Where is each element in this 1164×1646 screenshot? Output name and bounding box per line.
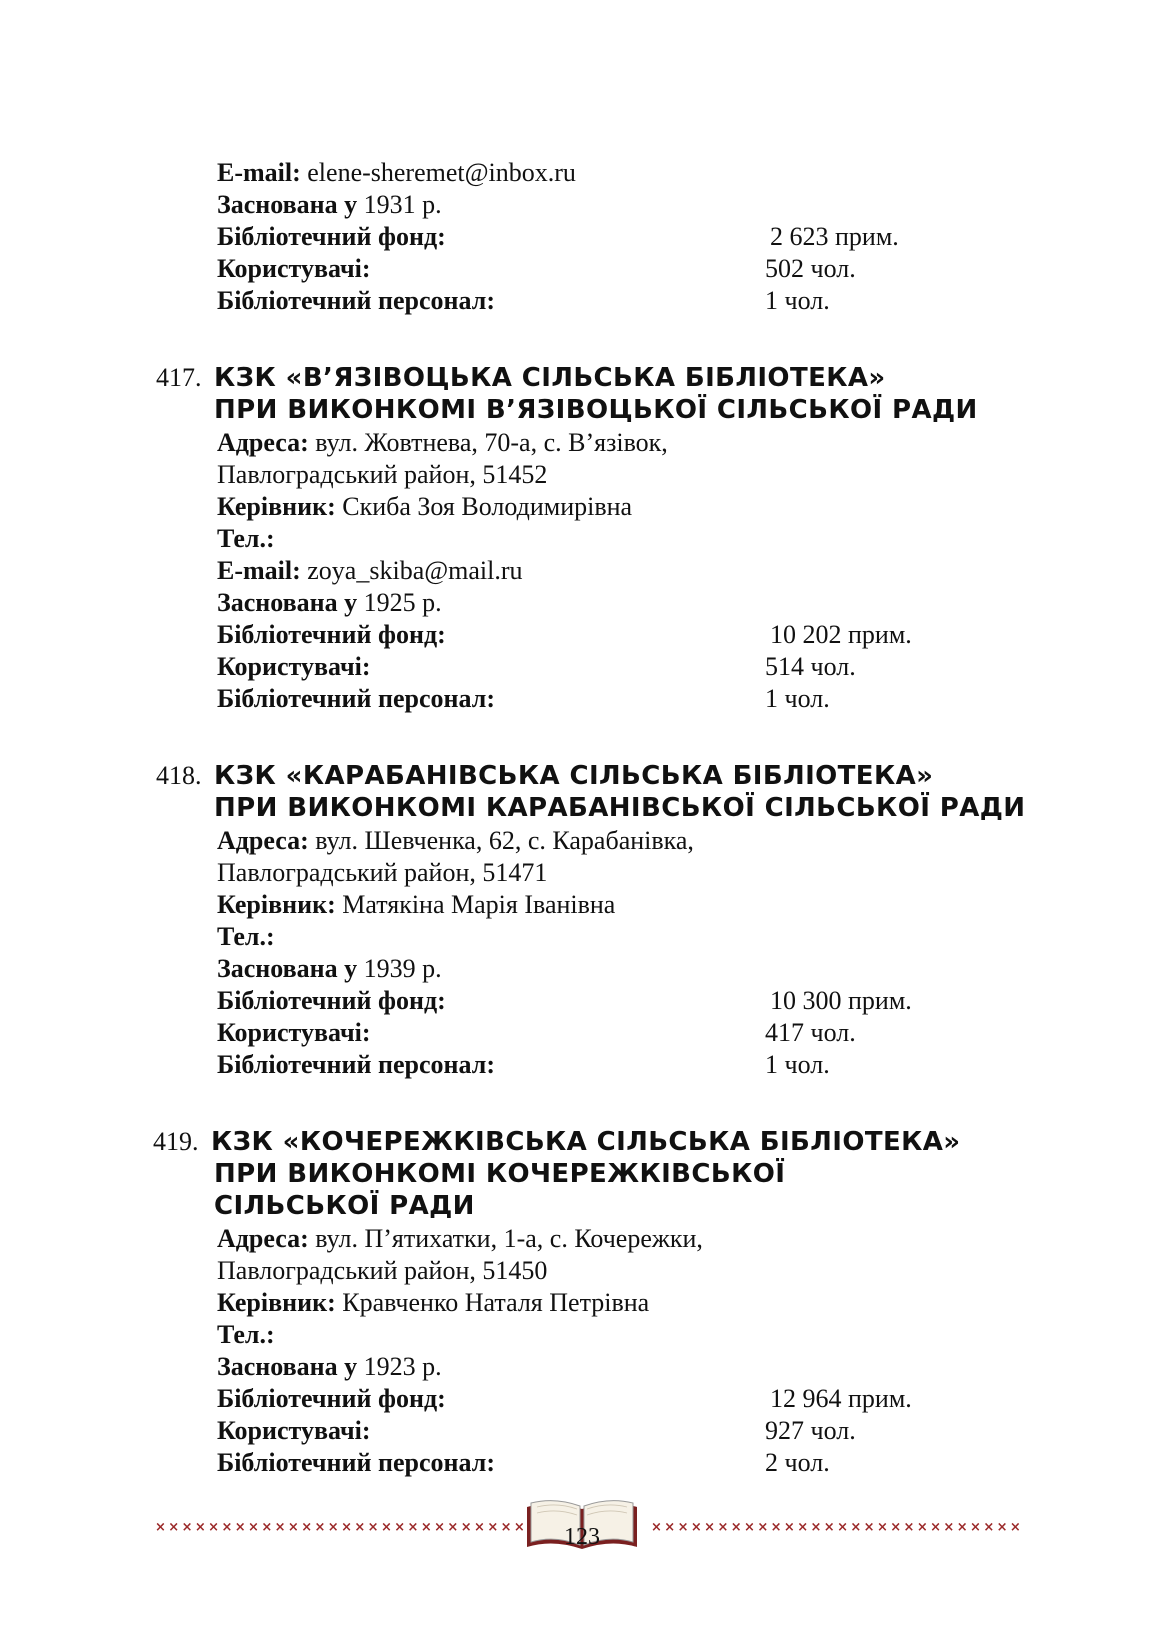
footer-ornament-right: ×××××××××××××××××××××××××××× xyxy=(651,1520,1024,1535)
head-row xyxy=(217,889,615,921)
users-label: Користувачі: xyxy=(217,254,371,283)
users-row xyxy=(217,1017,1017,1049)
page-number: 123 xyxy=(564,1524,600,1550)
head-row xyxy=(217,1287,649,1319)
users-row xyxy=(217,651,1017,683)
entry-title-line-1: КЗК «КАРАБАНІВСЬКА СІЛЬСЬКА БІБЛІОТЕКА» xyxy=(214,761,934,791)
fund-label: Бібліотечний фонд: xyxy=(217,986,446,1015)
users-value: 927 чол. xyxy=(765,1416,856,1445)
tel-label: Тел.: xyxy=(217,1320,275,1349)
head-label: Керівник: xyxy=(217,1288,336,1317)
fund-row xyxy=(217,1383,1017,1415)
tel-row xyxy=(217,523,275,555)
head-value: Кравченко Наталя Петрівна xyxy=(342,1288,650,1317)
address-label: Адреса: xyxy=(217,428,309,457)
entry-title-line-2: ПРИ ВИКОНКОМІ В’ЯЗІВОЦЬКОЇ СІЛЬСЬКОЇ РАДИ xyxy=(214,395,978,425)
founded-row xyxy=(217,953,442,985)
address-value: вул. П’ятихатки, 1-а, с. Кочережки, xyxy=(315,1224,703,1253)
staff-row xyxy=(217,1447,1017,1479)
founded-value: 1931 р. xyxy=(363,190,442,219)
email-value: zoya_skiba@mail.ru xyxy=(307,556,523,585)
tel-row xyxy=(217,1319,275,1351)
users-label: Користувачі: xyxy=(217,1416,371,1445)
fund-row xyxy=(217,221,1017,253)
entry-title-line-1: КЗК «В’ЯЗІВОЦЬКА СІЛЬСЬКА БІБЛІОТЕКА» xyxy=(214,363,886,393)
entry-title-line-2: ПРИ ВИКОНКОМІ КОЧЕРЕЖКІВСЬКОЇ xyxy=(214,1159,786,1189)
fund-label: Бібліотечний фонд: xyxy=(217,1384,446,1413)
head-value: Скиба Зоя Володимирівна xyxy=(342,492,633,521)
staff-value: 1 чол. xyxy=(765,1050,830,1079)
staff-value: 1 чол. xyxy=(765,684,830,713)
address-label: Адреса: xyxy=(217,826,309,855)
entry-title-line-1: КЗК «КОЧЕРЕЖКІВСЬКА СІЛЬСЬКА БІБЛІОТЕКА» xyxy=(211,1127,961,1157)
head-label: Керівник: xyxy=(217,890,336,919)
entry-number: 419. xyxy=(153,1127,199,1156)
entry-number: 418. xyxy=(156,761,202,790)
staff-value: 1 чол. xyxy=(765,286,830,315)
fund-value: 12 964 прим. xyxy=(770,1384,912,1413)
entry-title-line-2: ПРИ ВИКОНКОМІ КАРАБАНІВСЬКОЇ СІЛЬСЬКОЇ РАДИ xyxy=(214,793,1026,823)
entry-title-line-3: СІЛЬСЬКОЇ РАДИ xyxy=(214,1191,475,1221)
founded-value: 1925 р. xyxy=(363,588,442,617)
users-row xyxy=(217,1415,1017,1447)
founded-label: Заснована у xyxy=(217,954,358,983)
staff-label: Бібліотечний персонал: xyxy=(217,684,495,713)
users-label: Користувачі: xyxy=(217,1018,371,1047)
users-label: Користувачі: xyxy=(217,652,371,681)
tel-row xyxy=(217,921,275,953)
email-label: E-mail: xyxy=(217,158,301,187)
founded-label: Заснована у xyxy=(217,190,358,219)
fund-row xyxy=(217,985,1017,1017)
fund-value: 10 300 прим. xyxy=(770,986,912,1015)
address-row xyxy=(217,427,668,459)
tel-label: Тел.: xyxy=(217,922,275,951)
address-continuation: Павлоградський район, 51452 xyxy=(217,460,548,489)
staff-value: 2 чол. xyxy=(765,1448,830,1477)
founded-label: Заснована у xyxy=(217,588,358,617)
address-row xyxy=(217,825,694,857)
founded-value: 1939 р. xyxy=(363,954,442,983)
staff-label: Бібліотечний персонал: xyxy=(217,1448,495,1477)
staff-label: Бібліотечний персонал: xyxy=(217,1050,495,1079)
address-continuation: Павлоградський район, 51450 xyxy=(217,1256,548,1285)
users-value: 514 чол. xyxy=(765,652,856,681)
fund-row xyxy=(217,619,1017,651)
founded-label: Заснована у xyxy=(217,1352,358,1381)
users-value: 417 чол. xyxy=(765,1018,856,1047)
email-row xyxy=(217,157,576,189)
head-label: Керівник: xyxy=(217,492,336,521)
head-row xyxy=(217,491,632,523)
entry-number: 417. xyxy=(156,363,202,392)
email-value: elene-sheremet@inbox.ru xyxy=(307,158,576,187)
address-label: Адреса: xyxy=(217,1224,309,1253)
email-row xyxy=(217,555,523,587)
address-value: вул. Шевченка, 62, с. Карабанівка, xyxy=(315,826,694,855)
fund-label: Бібліотечний фонд: xyxy=(217,222,446,251)
users-value: 502 чол. xyxy=(765,254,856,283)
footer-ornament-left: ×××××××××××××××××××××××××××× xyxy=(155,1520,528,1535)
address-value: вул. Жовтнева, 70-а, с. В’язівок, xyxy=(315,428,668,457)
fund-label: Бібліотечний фонд: xyxy=(217,620,446,649)
fund-value: 10 202 прим. xyxy=(770,620,912,649)
founded-row xyxy=(217,1351,442,1383)
staff-row xyxy=(217,683,1017,715)
address-row xyxy=(217,1223,703,1255)
founded-row xyxy=(217,189,442,221)
address-continuation: Павлоградський район, 51471 xyxy=(217,858,548,887)
staff-row xyxy=(217,285,1017,317)
staff-row xyxy=(217,1049,1017,1081)
fund-value: 2 623 прим. xyxy=(770,222,899,251)
tel-label: Тел.: xyxy=(217,524,275,553)
head-value: Матякіна Марія Іванівна xyxy=(342,890,616,919)
users-row xyxy=(217,253,1017,285)
email-label: E-mail: xyxy=(217,556,301,585)
founded-row xyxy=(217,587,442,619)
staff-label: Бібліотечний персонал: xyxy=(217,286,495,315)
founded-value: 1923 р. xyxy=(363,1352,442,1381)
